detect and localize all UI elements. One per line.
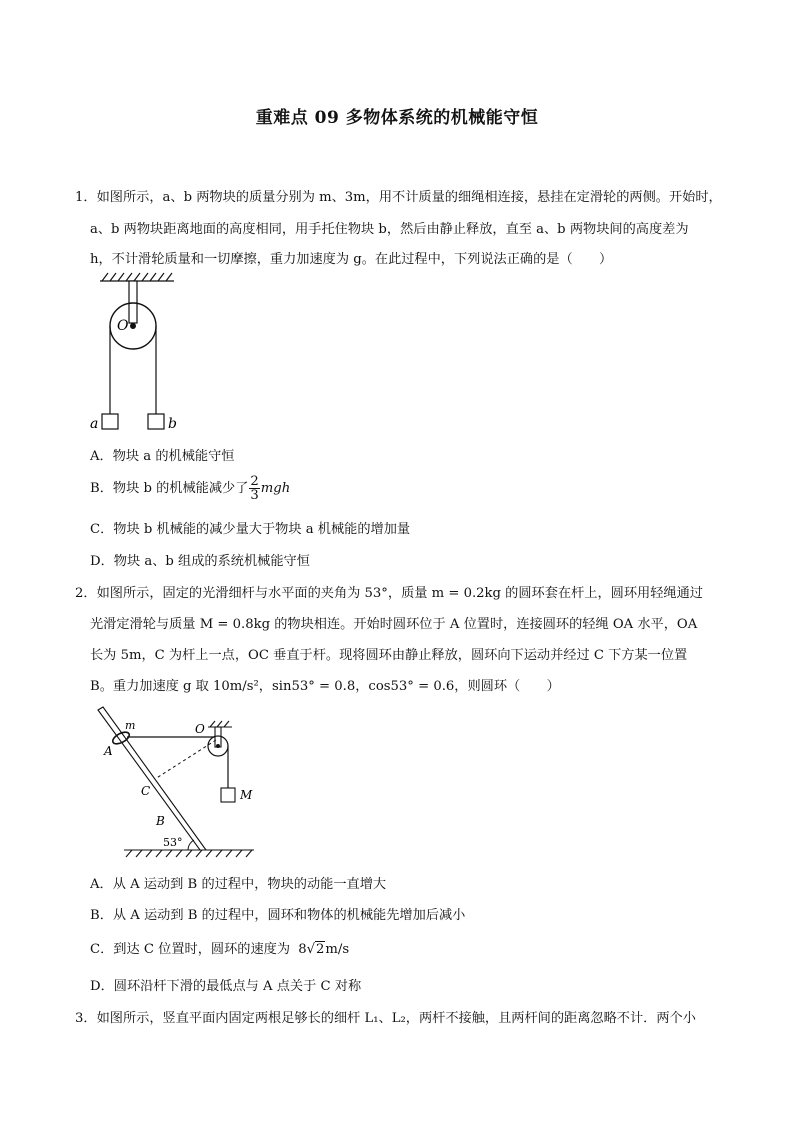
q2-option-c[interactable]	[90, 938, 349, 957]
label-angle: 53°	[163, 836, 183, 849]
label-b: B	[156, 814, 165, 828]
q1-option-c[interactable]: C．物块 b 机械能的减少量大于物块 a 机械能的增加量	[90, 522, 411, 537]
speed-unit: m/s	[325, 942, 350, 957]
block-b	[148, 414, 164, 429]
pulley-axle	[216, 744, 220, 748]
ceiling-hatch	[208, 721, 232, 727]
ceiling-hatch	[100, 273, 174, 281]
q1-option-b-prefix: B．物块 b 的机械能减少了	[90, 481, 249, 496]
fraction-denominator: 3	[250, 488, 259, 503]
block-a	[102, 414, 118, 429]
radicand: 2	[316, 942, 325, 957]
q2-option-b[interactable]: B．从 A 运动到 B 的过程中，圆环和物体的机械能先增加后减小	[90, 908, 466, 923]
q1-option-b-suffix: mgh	[260, 481, 291, 496]
coefficient: 8	[298, 942, 307, 957]
q2-option-a[interactable]: A．从 A 运动到 B 的过程中，物块的动能一直增大	[90, 877, 387, 892]
q2-option-c-prefix: C．到达 C 位置时，圆环的速度为	[90, 942, 291, 957]
pulley-hanger	[129, 281, 137, 323]
label-a: A	[104, 744, 113, 758]
q1-stem-line-3: h，不计滑轮质量和一切摩擦，重力加速度为 g。在此过程中，下列说法正确的是（ ）	[90, 252, 613, 267]
label-c: C	[141, 784, 151, 798]
q2-stem-line-2: 光滑定滑轮与质量 M = 0.8kg 的物块相连。开始时圆环位于 A 位置时，连接圆环的轻绳 OA 水平，OA	[90, 617, 698, 632]
dashed-oc	[155, 740, 216, 779]
q2-incline-figure	[94, 700, 264, 860]
q1-option-a[interactable]: A．物块 a 的机械能守恒	[90, 449, 235, 464]
block-m	[221, 788, 235, 802]
q2-stem-line-4: B。重力加速度 g 取 10m/s²，sin53° = 0.8，cos53° = 0.6，则圆环（ ）	[90, 679, 560, 694]
label-m: m	[125, 719, 136, 732]
q3-stem-line-1: 3．如图所示，竖直平面内固定两根足够长的细杆 L₁、L₂，两杆不接触，且两杆间的距离忽略不计．两个小	[75, 1011, 696, 1026]
pulley-axle	[130, 323, 136, 329]
q2-option-d[interactable]: D．圆环沿杆下滑的最低点与 A 点关于 C 对称	[90, 979, 362, 994]
speed-value	[298, 942, 325, 957]
label-o: O	[117, 318, 129, 334]
label-a: a	[90, 416, 99, 432]
q1-pulley-figure	[88, 268, 198, 438]
page-title: 重难点 09 多物体系统的机械能守恒	[255, 108, 539, 128]
label-big-m: M	[240, 788, 253, 802]
q1-stem-line-1: 1．如图所示，a、b 两物块的质量分别为 m、3m，用不计质量的细绳相连接，悬挂在定滑轮的两侧。开始时，	[75, 190, 722, 205]
q1-stem-line-2: a、b 两物块距离地面的高度相同，用手托住物块 b，然后由静止释放，直至 a、b 两物块间的高度差为	[90, 222, 689, 237]
ground-hatch	[124, 850, 254, 857]
fraction-numerator: 2	[250, 474, 259, 489]
fraction	[249, 475, 259, 502]
label-o: O	[195, 722, 205, 736]
q1-option-d[interactable]: D．物块 a、b 组成的系统机械能守恒	[90, 554, 310, 569]
sqrt-icon: √	[306, 942, 316, 957]
q2-stem-line-1: 2．如图所示，固定的光滑细杆与水平面的夹角为 53°，质量 m = 0.2kg 的圆环套在杆上，圆环用轻绳通过	[75, 586, 703, 601]
q1-option-b[interactable]	[90, 475, 290, 502]
inclined-rod	[98, 707, 206, 850]
q2-stem-line-3: 长为 5m，C 为杆上一点，OC 垂直于杆。现将圆环由静止释放，圆环向下运动并经过 C 下方某一位置	[90, 648, 688, 663]
label-b: b	[168, 416, 177, 432]
angle-arc	[188, 840, 194, 850]
